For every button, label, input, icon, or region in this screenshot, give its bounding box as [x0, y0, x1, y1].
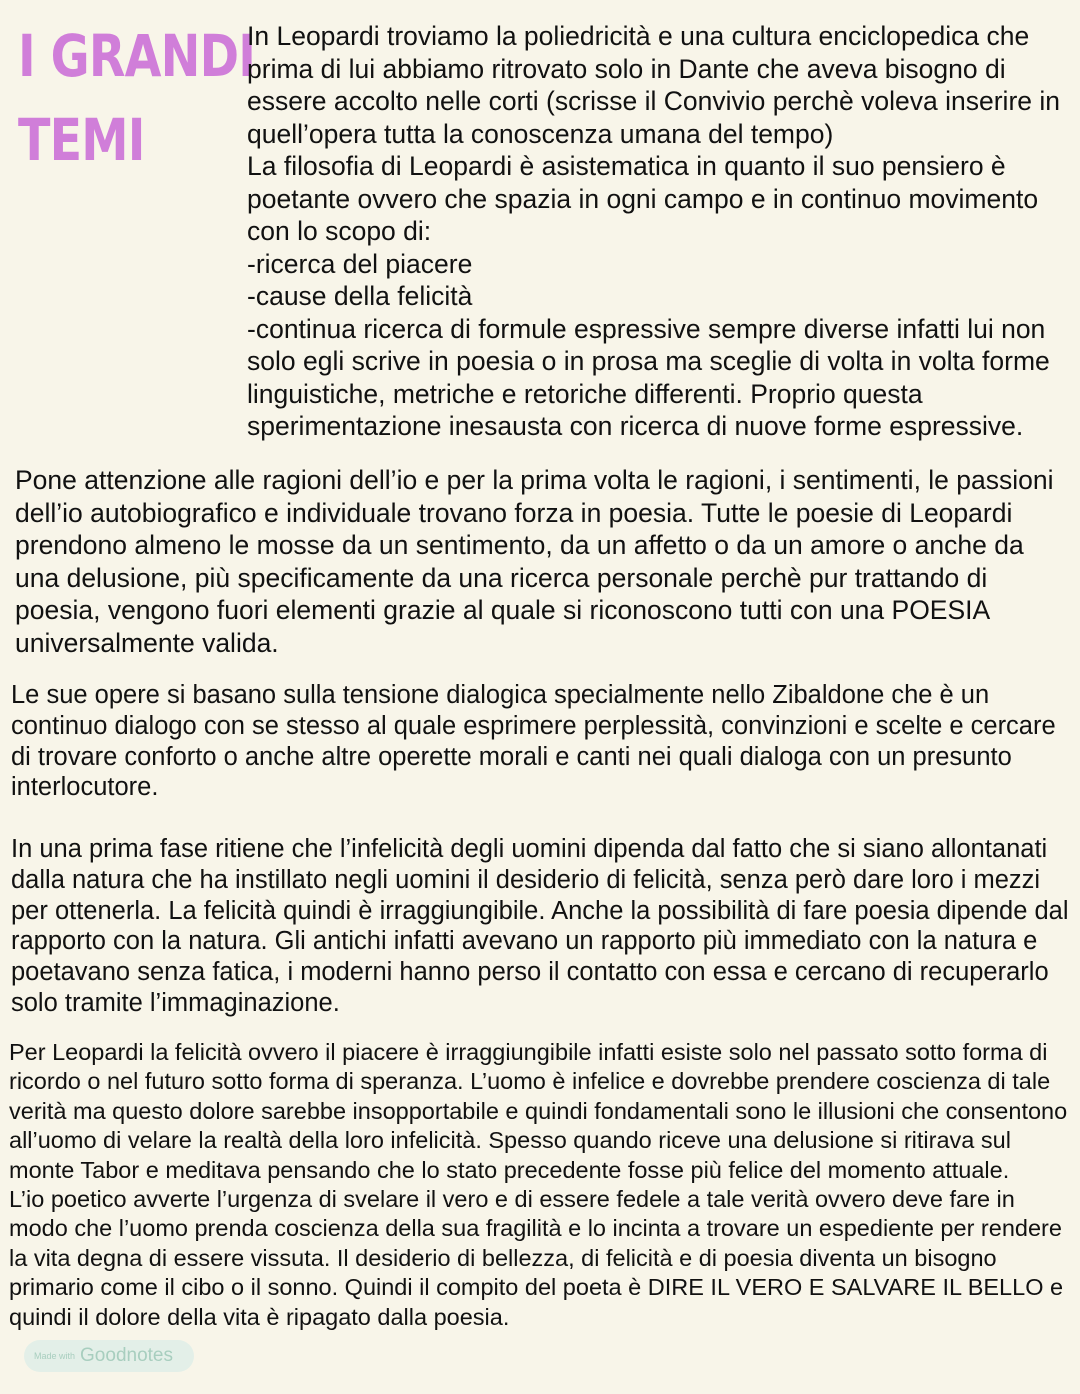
list-item-felicita: -cause della felicità [247, 281, 473, 311]
page-title [18, 14, 256, 182]
title-line-2: TEMI [18, 106, 145, 174]
list-item-formule: -continua ricerca di formule espressive sempre diverse infatti lui non solo egli scrive in poesia o in prosa ma sceglie di volta in volta forme linguistiche, metriche e retoriche differenti. Proprio questa sperimentazione inesausta con ricerca di nuove forme espressive. [247, 313, 1050, 441]
goodnotes-watermark [24, 1340, 194, 1372]
paragraph-io: Pone attenzione alle ragioni dell’io e per la prima volta le ragioni, i sentimenti, le passioni dell’io autobiografico e individuale trovano forza in poesia. Tutte le poesie di Leopardi prendono almeno le mosse da un sentimento, da un affetto o da un amore o anche da una delusione, più specificamente da una ricerca personale perchè pur trattando di poesia, vengono fuori elementi grazie al quale si riconoscono tutti con una POESIA universalmente valida. [15, 465, 1054, 658]
paragraph-felicita: Per Leopardi la felicità ovvero il piacere è irraggiungibile infatti esiste solo nel passato sotto forma di ricordo o nel futuro sotto forma di speranza. L’uomo è infelice e dovrebbe prendere coscienza di tale verità ma questo dolore sarebbe insopportabile e quindi fondamentali sono le illusioni che consentono all’uomo di velare la realtà della loro infelicità. Spesso quando riceve una delusione si ritirava sul monte Tabor e meditava pensando che lo stato precedente fosse più felice del momento attuale. [9, 1039, 1068, 1183]
paragraph-natura: In una prima fase ritiene che l’infelicità degli uomini dipenda dal fatto che si siano allontanati dalla natura che ha instillato negli uomini il desiderio di felicità, senza però dare loro i mezzi per ottenerla. La felicità quindi è irraggiungibile. Anche la possibilità di fare poesia dipende dal rapporto con la natura. Gli antichi infatti avevano un rapporto più immediato con la natura e poetavano senza fatica, i moderni hanno perso il contatto con essa e cercano di recuperarlo solo tramite l’immaginazione. [11, 835, 1069, 1017]
intro-paragraph-filosofia: La filosofia di Leopardi è asistematica in quanto il suo pensiero è poetante ovvero che spazia in ogni campo e in continuo movimento con lo scopo di: [247, 151, 1039, 246]
section-felicita [9, 1038, 1075, 1332]
title-line-1: I GRANDI [18, 22, 256, 90]
intro-section [247, 20, 1072, 443]
paragraph-dialogica: Le sue opere si basano sulla tensione dialogica specialmente nello Zibaldone che è un continuo dialogo con se stesso al quale esprimere perplessità, convinzioni e scelte e cercare di trovare conforto o anche altre operette morali e canti nei quali dialoga con un presunto interlocutore. [11, 681, 1056, 802]
paragraph-poeta: L’io poetico avverte l’urgenza di svelare il vero e di essere fedele a tale verità ovvero deve fare in modo che l’uomo prenda coscienza della sua fragilità e lo incinta a trovare un espediente per rendere la vita degna di essere vissuta. Il desiderio di bellezza, di felicità e di poesia diventa un bisogno primario come il cibo o il sonno. Quindi il compito del poeta è DIRE IL VERO E SALVARE IL BELLO e quindi il dolore della vita è ripagato dalla poesia. [9, 1186, 1064, 1330]
watermark-brand: Goodnotes [80, 1345, 173, 1366]
watermark-made-with: Made with [34, 1351, 76, 1361]
intro-paragraph-dante: In Leopardi troviamo la poliedricità e una cultura enciclopedica che prima di lui abbiamo ritrovato solo in Dante che aveva bisogno di essere accolto nelle corti (scrisse il Convivio perchè voleva inserire in quell’opera tutta la conoscenza umana del tempo) [247, 21, 1060, 149]
list-item-piacere: -ricerca del piacere [247, 248, 473, 279]
